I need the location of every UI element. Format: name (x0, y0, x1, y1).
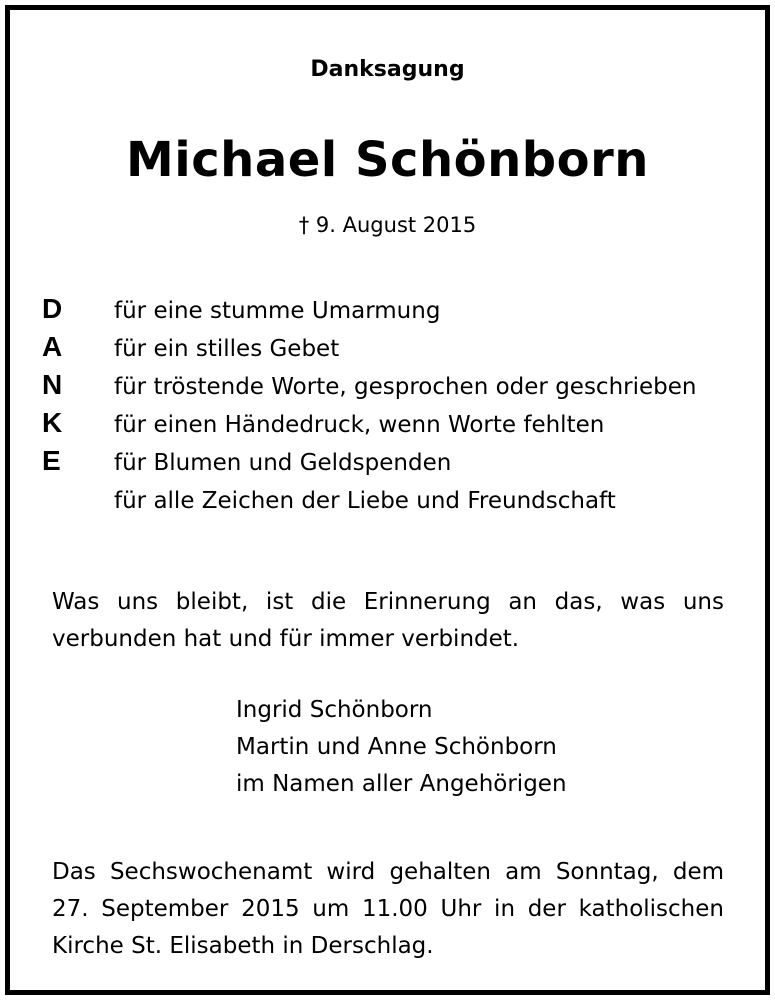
deceased-name: Michael Schönborn (126, 132, 649, 188)
danke-letter: E (42, 445, 61, 476)
notice-frame (5, 5, 770, 995)
danke-letter: N (42, 369, 63, 400)
thanks-line: für einen Händedruck, wenn Worte fehlten (114, 412, 605, 438)
danke-letter: K (42, 407, 63, 438)
thanks-line: für tröstende Worte, gesprochen oder geschrieben (114, 374, 697, 400)
danke-acrostic (42, 290, 62, 480)
mass-notice: Das Sechswochenamt wird gehalten am Sonntag, dem 27. September 2015 um 11.00 Uhr in der katholischen Kirche St. Elisabeth in Derschlag. (52, 859, 724, 959)
signer-line: Martin und Anne Schönborn (236, 734, 557, 760)
remembrance-quote: Was uns bleibt, ist die Erinnerung an das, was uns verbunden hat und für immer verbindet. (52, 589, 724, 652)
signer-line: Ingrid Schönborn (236, 697, 433, 723)
thanks-line: für ein stilles Gebet (114, 336, 340, 362)
thanks-line: für Blumen und Geldspenden (114, 450, 452, 476)
signers (236, 692, 567, 803)
heading: Danksagung (310, 57, 465, 82)
danke-letter: D (42, 293, 63, 324)
danke-letter: A (42, 331, 63, 362)
thanks-line: für eine stumme Umarmung (114, 298, 441, 324)
signer-line: im Namen aller Angehörigen (236, 771, 567, 797)
death-date: † 9. August 2015 (298, 213, 477, 237)
thanks-list (114, 292, 696, 520)
thanks-line: für alle Zeichen der Liebe und Freundschaft (114, 488, 616, 514)
